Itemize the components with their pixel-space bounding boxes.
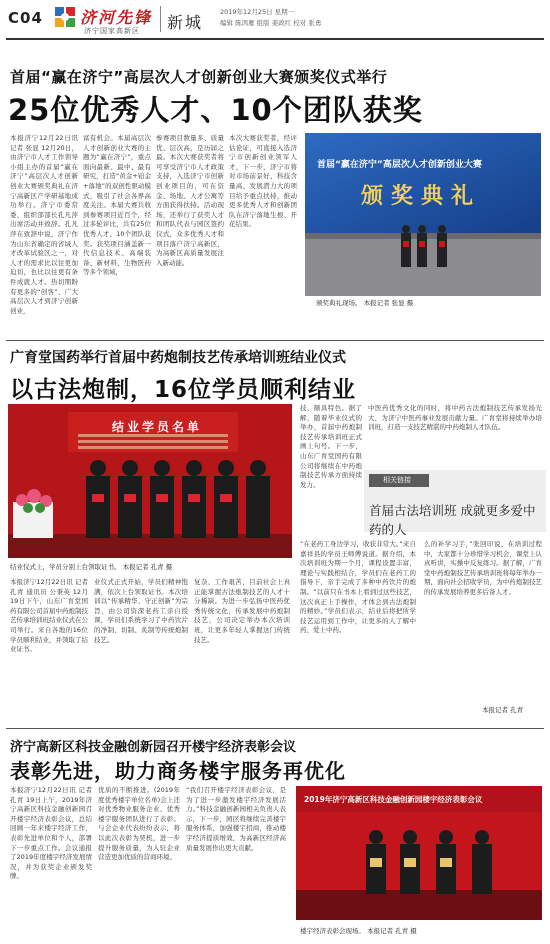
story3-column-3: “我们召开楼宇经济表彰会议，是为了进一步激发楼宇经济发展活力。”科技金融创新园相关负责人表示，下一步，园区将继续完善楼宇服务体系，加强楼宇招商，推动楼宇经济提质增效，为高新区经济高质量发展作出更大贡献。 <box>186 786 286 852</box>
story2-photo <box>8 404 292 558</box>
related-reporter: 本报记者 孔青 <box>482 706 524 714</box>
story1-column-1: 本报济宁12月22日讯 记者 张显 12月20日，由济宁市人才工作领导小组主办的首届“赢在济宁”高层次人才创新创业大赛颁奖典礼在济宁高新区产学研基地成功举行。济宁市委常委、组织部部长孔凡萍出席活动并致辞。孔凡萍在致辞中说，济宁作为山东省确定的省域人才改革试验区之一，对人才的需求比以往更加迫切，也比以往更有条件成就人才。热切期盼有更多的“创客”、广大高层次人才到济宁创新创业， <box>10 134 78 315</box>
story1-headline: 25位优秀人才、10个团队获奖 <box>8 93 423 127</box>
story1-kicker: 首届“赢在济宁”高层次人才创新创业大赛颁奖仪式举行 <box>10 68 388 86</box>
header-divider <box>160 6 161 32</box>
story2-column-right-1: 技，颇具特色。据了解，随着毕业仪式的举办，首届中药炮制技艺传承培训班正式画上句号。下一步，山东广育堂国药有限公司将继续在中药炮制技艺传承方面持续发力。 <box>300 404 362 489</box>
story1-caption: 颁奖典礼现场。 本报记者 张显 摄 <box>316 299 414 307</box>
paper-name: 济河先锋 <box>80 8 153 27</box>
story2-column-3: 复杂、工作艰苦，目前社会上真正能掌握古法炮制技艺的人才十分稀缺。为进一步弘扬中医药优秀传统文化，传承发展中药炮制技艺，公司决定举办本次培训班，让更多年轻人掌握这门传统技艺。 <box>194 578 290 644</box>
section-label: 新城 <box>167 13 204 32</box>
photo-banner-title: 首届“赢在济宁”高层次人才创新创业大赛 <box>317 160 482 170</box>
story3-column-1: 本报济宁12月22日讯 记者 孔青 19日上午，2019年济宁高新区科技金融创新园召开楼宇经济表彰会议，总结回顾一年来楼宇经济工作，表彰先进单位和个人，部署下一步重点工作。会议通报了2019年度楼宇经济发展情况，并为获奖企业颁发奖牌。 <box>10 786 92 881</box>
story2-kicker: 广育堂国药举行首届中药炮制技艺传承培训班结业仪式 <box>10 350 346 366</box>
story2-column-right-2: 中医药优秀文化的同时，将中药古法炮制技艺传承发扬光大，为济宁中医药事业发展贡献力量。广育堂将持续举办培训班，打造一支技艺精湛的中药炮制人才队伍。 <box>368 404 542 432</box>
paper-logo-icon <box>54 6 76 28</box>
story-divider <box>6 340 544 341</box>
photo-banner-subtitle: 颁奖典礼 <box>361 184 482 209</box>
photo-banner-meeting: 2019年济宁高新区科技金融创新园楼宇经济表彰会议 <box>304 795 483 804</box>
story3-caption: 楼宇经济表彰会现场。 本报记者 孔青 摄 <box>300 927 417 935</box>
photo-banner-roster: 结业学员名单 <box>112 420 203 434</box>
story-divider <box>6 728 544 729</box>
story1-column-3: 参赛项目数量多、质量优、层次高，是历届之最。本次大赛获奖者将可享受济宁市人才政策支持，入选济宁市创新创业项目的，可在资金、场地、人才公寓等方面获得扶持。活动现场，还举行了获奖人才和团队代表与园区签约仪式，众多优秀人才和项目落户济宁高新区，为高新区高质量发展注入新动能。 <box>156 134 224 267</box>
award-meeting-image <box>296 786 542 920</box>
story2-headline: 以古法炮制，16位学员顺利结业 <box>10 377 357 403</box>
story2-column-2: 业仪式正式开始，学员们精神饱满，依次上台领取证书。本次培训以“传承精华、守正创新”为宗旨，由公司资深老药工亲自授课，学员们系统学习了中药饮片的净制、切制、炙制等传统炮制技艺。 <box>94 578 188 644</box>
story2-caption: 结业仪式上，学员分别上台领取证书。 本报记者 孔青 摄 <box>10 563 173 571</box>
story3-kicker: 济宁高新区科技金融创新园召开楼宇经济表彰会议 <box>10 740 297 755</box>
story1-column-2: 富有机会。本届高层次人才创新创业大赛的主题为“赢在济宁”，重点面向最新、最中、最有研究，打造“黄金+铂金+落地”的双创性驱动模式，吸引了社会各界高度关注。本届大赛共收到参赛项目近百个，经过多轮评比，共有25位优秀人才、10个团队获奖。获奖项目涵盖新一代信息技术、高端装备、新材料、生物医药等多个领域， <box>83 134 151 277</box>
issue-info <box>220 7 321 29</box>
masthead <box>0 0 550 38</box>
related-column-2: 么的补学习手，”张回印说，在培训过程中，大家都十分珍惜学习机会，课堂上认真听讲，实操中反复练习。据了解，广育堂中药炮制技艺传承培训班将每年举办一期，面向社会招收学员，为中药炮制技艺的传承发展培养更多后备人才。 <box>424 540 542 596</box>
story3-photo <box>296 786 542 920</box>
story3-headline: 表彰先进，助力商务楼宇服务再优化 <box>10 759 346 783</box>
story1-photo <box>305 133 541 296</box>
story3-column-2: 优质的不断推进。(2019年度优秀楼宇单位名单)会上还对优秀物业服务企业、优秀楼宇服务团队进行了表彰。与会企业代表纷纷表示，将以此次表彰为契机，进一步提升服务质量，为入驻企业营造更加优质的营商环境。 <box>98 786 180 862</box>
issue-date: 2019年12月25日 星期一 <box>220 8 295 16</box>
issue-editors: 编辑 陈鸿雁 组版 姜政红 校对 张勇 <box>220 19 322 27</box>
paper-subtitle: 济宁国家高新区 <box>84 27 140 35</box>
related-tag: 相关链接 <box>369 474 429 487</box>
masthead-rule <box>6 38 544 40</box>
related-title: 首届古法培训班 成就更多爱中药的人 <box>369 503 536 537</box>
related-column-1: “在老药工身边学习，收获非常大。”来自嘉祥县的学员王师傅说道。据介绍，本次培训班为期一个月，课程设置丰富，理论与实践相结合，学员们在老药工的指导下，亲手完成了多种中药饮片的炮制。“以前只在书本上看到过这些技艺，这次真正上手操作，才体会到古法炮制的精妙。”学员们表示，结业后将把所学技艺运用到工作中，让更多的人了解中药、爱上中药。 <box>300 540 416 635</box>
story1-column-4: 本次大赛获奖者，经评估论证，可直接入选济宁市创新创业领军人才，下一步，济宁市将对市场前景好、科技含量高、发展潜力大的项目给予重点扶持，推动更多优秀人才和创新团队在济宁落地生根、开花结果。 <box>229 134 297 229</box>
page-number: C04 <box>8 9 43 27</box>
story2-column-1: 本报济宁12月22日讯 记者 孔青 通讯员 公秉英 12月19日下午，山东广育堂国药有限公司首届中药炮制技艺传承培训班结业仪式在公司举行。来自各地的16位学员顺利结业，并领取了结业证书。 <box>10 578 88 654</box>
